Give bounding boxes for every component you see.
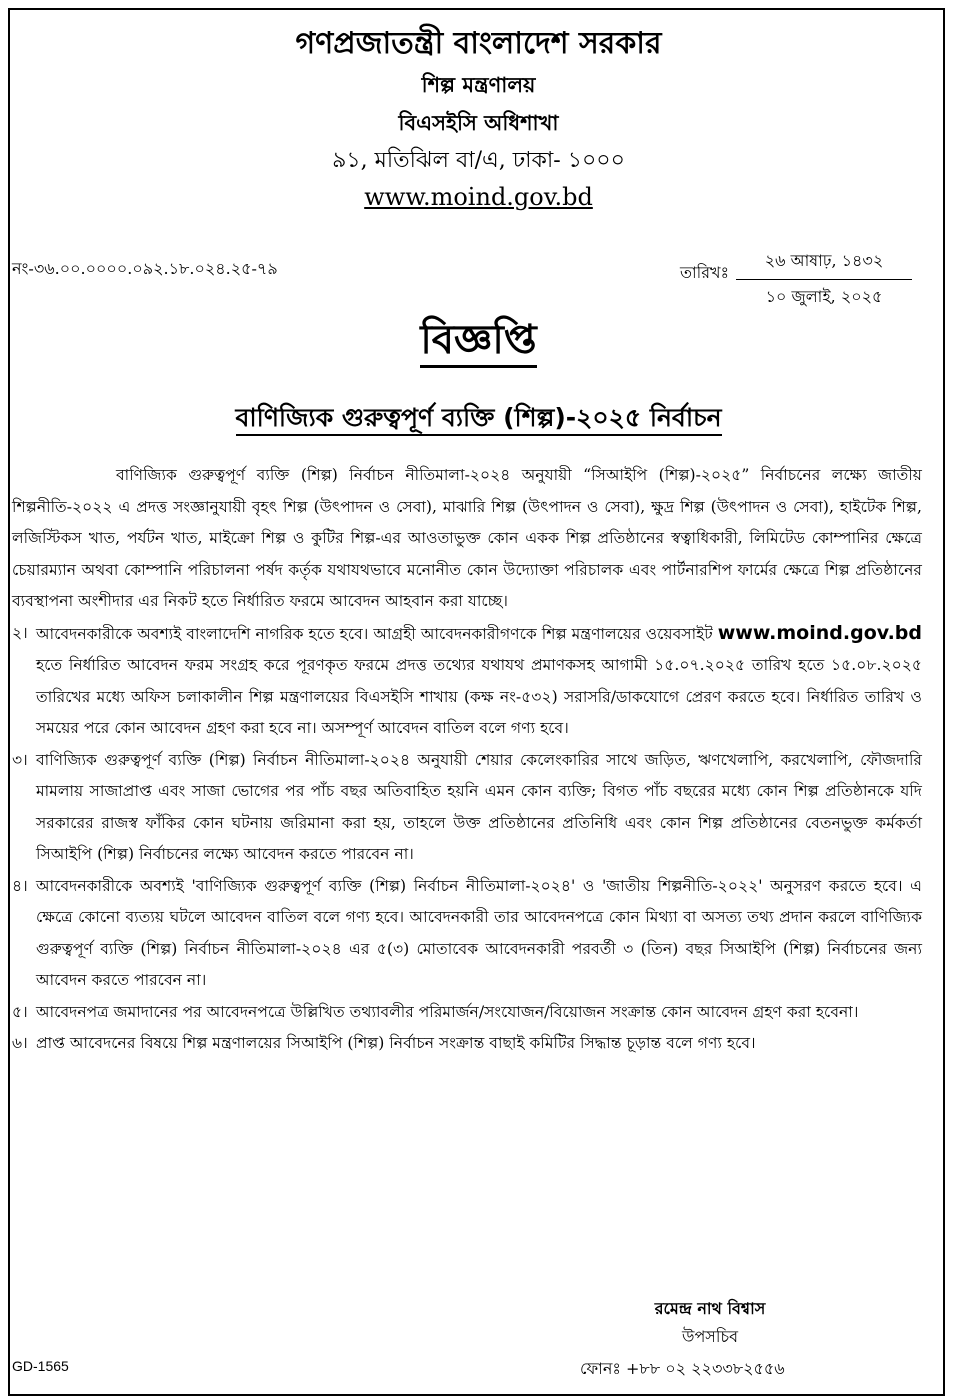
wing-name: বিএসইসি অধিশাখা: [398, 111, 559, 135]
item-number: ৫।: [12, 1002, 28, 1021]
notice-body: [12, 460, 922, 1060]
item-text: আবেদনপত্র জমাদানের পর আবেদনপত্রে উল্লিখিত তথ্যাবলীর পরিমার্জন/সংযোজন/বিয়োজন সংক্রান্ত কোন আবেদন গ্রহণ করা হবেনা।: [36, 1002, 859, 1021]
phone-number: ফোনঃ +৮৮ ০২ ২২৩৩৮২৫৫৬: [580, 1359, 785, 1378]
notice-subject: [0, 400, 957, 436]
item-number: ৪।: [12, 876, 28, 895]
office-address: ৯১, মতিঝিল বা/এ, ঢাকা- ১০০০: [332, 148, 625, 173]
item-number: ২।: [12, 623, 28, 642]
government-name: গণপ্রজাতন্ত্রী বাংলাদেশ সরকার: [295, 26, 662, 61]
list-item: [12, 745, 922, 871]
website-link[interactable]: www.moind.gov.bd: [364, 183, 593, 211]
item-text: বাণিজ্যিক গুরুত্বপূর্ণ ব্যক্তি (শিল্প) নির্বাচন নীতিমালা-২০২৪ অনুযায়ী শেয়ার কেলেংকারির সাথে জড়িত, ঋণখেলাপি, করখেলাপি, ফৌজদারি মামলায় সাজাপ্রাপ্ত এবং সাজা ভোগের পর পাঁচ বছর অতিবাহিত হয়নি এমন কোন ব্যক্তি; বিগত পাঁচ বছরের মধ্যে কোন শিল্প প্রতিষ্ঠানকে যদি সরকারের রাজস্ব ফাঁকির কোন ঘটনায় জরিমানা করা হয়, তাহলে উক্ত প্রতিষ্ঠানের প্রতিনিধি এবং কোন শিল্প প্রতিষ্ঠানের বেতনভুক্ত কর্মকর্তা সিআইপি (শিল্প) নির্বাচনের লক্ষ্যে আবেদন করতে পারবেন না।: [36, 750, 922, 863]
signature-block: [560, 1295, 860, 1351]
item-number: ৬।: [12, 1034, 28, 1052]
date-bangla: ২৬ আষাঢ়, ১৪৩২: [736, 248, 912, 280]
item-text: প্রাপ্ত আবেদনের বিষয়ে শিল্প মন্ত্রণালয়ের সিআইপি (শিল্প) নির্বাচন সংক্রান্ত বাছাই কমিটির সিদ্ধান্ত চূড়ান্ত বলে গণ্য হবে।: [36, 1034, 756, 1052]
notice-subject-text: বাণিজ্যিক গুরুত্বপূর্ণ ব্যক্তি (শিল্প)-২০২৫ নির্বাচন: [236, 403, 722, 436]
date-english: ১০ জুলাই, ২০২৫: [765, 287, 883, 306]
list-item: [12, 871, 922, 997]
website-inline-link[interactable]: www.moind.gov.bd: [717, 621, 922, 644]
item-text-part: আবেদনকারীকে অবশ্যই বাংলাদেশি নাগরিক হতে হবে। আগ্রহী আবেদনকারীগণকে শিল্প মন্ত্রণালয়ের ওয়েবসাইট: [36, 624, 718, 643]
intro-text: বাণিজ্যিক গুরুত্বপূর্ণ ব্যক্তি (শিল্প) নির্বাচন নীতিমালা-২০২৪ অনুযায়ী “সিআইপি (শিল্প)-২০২৫” নির্বাচনের লক্ষ্যে জাতীয় শিল্পনীতি-২০২২ এ প্রদত্ত সংজ্ঞানুযায়ী বৃহৎ শিল্প (উৎপাদন ও সেবা), মাঝারি শিল্প (উৎপাদন ও সেবা), ক্ষুদ্র শিল্প (উৎপাদন ও সেবা), হাইটেক শিল্প, লজিস্টিকস খাত, পর্যটন খাত, মাইক্রো শিল্প ও কুটির শিল্প-এর আওতাভুক্ত কোন একক শিল্প প্রতিষ্ঠানের স্বত্বাধিকারী, লিমিটেড কোম্পানির ক্ষেত্রে চেয়ারম্যান অথবা কোম্পানি পরিচালনা পর্ষদ কর্তৃক যথাযথভাবে মনোনীত কোন উদ্যোক্তা পরিচালক এবং পার্টনারশিপ ফার্মের ক্ষেত্রে শিল্প প্রতিষ্ঠানের ব্যবস্থাপনা অংশীদার এর নিকট হতে নির্ধারিত ফরমে আবেদন আহবান করা যাচ্ছে।: [12, 466, 922, 610]
list-item: [12, 618, 922, 745]
footer-code: GD-1565: [12, 1358, 69, 1374]
memo-number: নং-৩৬.০০.০০০০.০৯২.১৮.০২৪.২৫-৭৯: [12, 259, 278, 278]
ministry-name: শিল্প মন্ত্রণালয়: [421, 73, 536, 97]
letterhead: [0, 22, 957, 214]
list-item: [12, 997, 922, 1029]
intro-paragraph: [12, 460, 922, 618]
notice-title: [0, 310, 957, 370]
signatory-designation: উপসচিব: [681, 1327, 738, 1346]
item-text-part: হতে নির্ধারিত আবেদন ফরম সংগ্রহ করে পূরণকৃত ফরমে প্রদত্ত তথ্যের যথাযথ প্রমাণকসহ আগামী ১৫.০৭.২০২৫ তারিখ হতে ১৫.০৮.২০২৫ তারিখের মধ্যে অফিস চলাকালীন শিল্প মন্ত্রণালয়ের বিএসইসি শাখায় (কক্ষ নং-৫৩২) সরাসরি/ডাকযোগে প্রেরণ করতে হবে। নির্ধারিত তারিখ ও সময়ের পরে কোন আবেদন গ্রহণ করা হবে না। অসম্পূর্ণ আবেদন বাতিল বলে গণ্য হবে।: [36, 656, 922, 737]
item-text: [36, 618, 922, 745]
item-number: ৩।: [12, 750, 28, 769]
date-label: তারিখঃ: [680, 263, 730, 282]
item-text: আবেদনকারীকে অবশ্যই 'বাণিজ্যিক গুরুত্বপূর্ণ ব্যক্তি (শিল্প) নির্বাচন নীতিমালা-২০২৪' ও 'জাতীয় শিল্পনীতি-২০২২' অনুসরণ করতে হবে। এ ক্ষেত্রে কোনো ব্যত্যয় ঘটলে আবেদন বাতিল বলে গণ্য হবে। আবেদনকারী তার আবেদনপত্রে কোন মিথ্যা বা অসত্য তথ্য প্রদান করলে বাণিজ্যিক গুরুত্বপূর্ণ ব্যক্তি (শিল্প) নির্বাচন নীতিমালা-২০২৪ এর ৫(৩) মোতাবেক আবেদনকারী পরবর্তী ৩ (তিন) বছর সিআইপি (শিল্প) নির্বাচনের জন্য আবেদন করতে পারবেন না।: [36, 876, 922, 989]
notice-title-text: বিজ্ঞপ্তি: [420, 317, 536, 368]
signatory-name: রমেন্দ্র নাথ বিশ্বাস: [654, 1299, 766, 1318]
list-item: [12, 1028, 922, 1060]
